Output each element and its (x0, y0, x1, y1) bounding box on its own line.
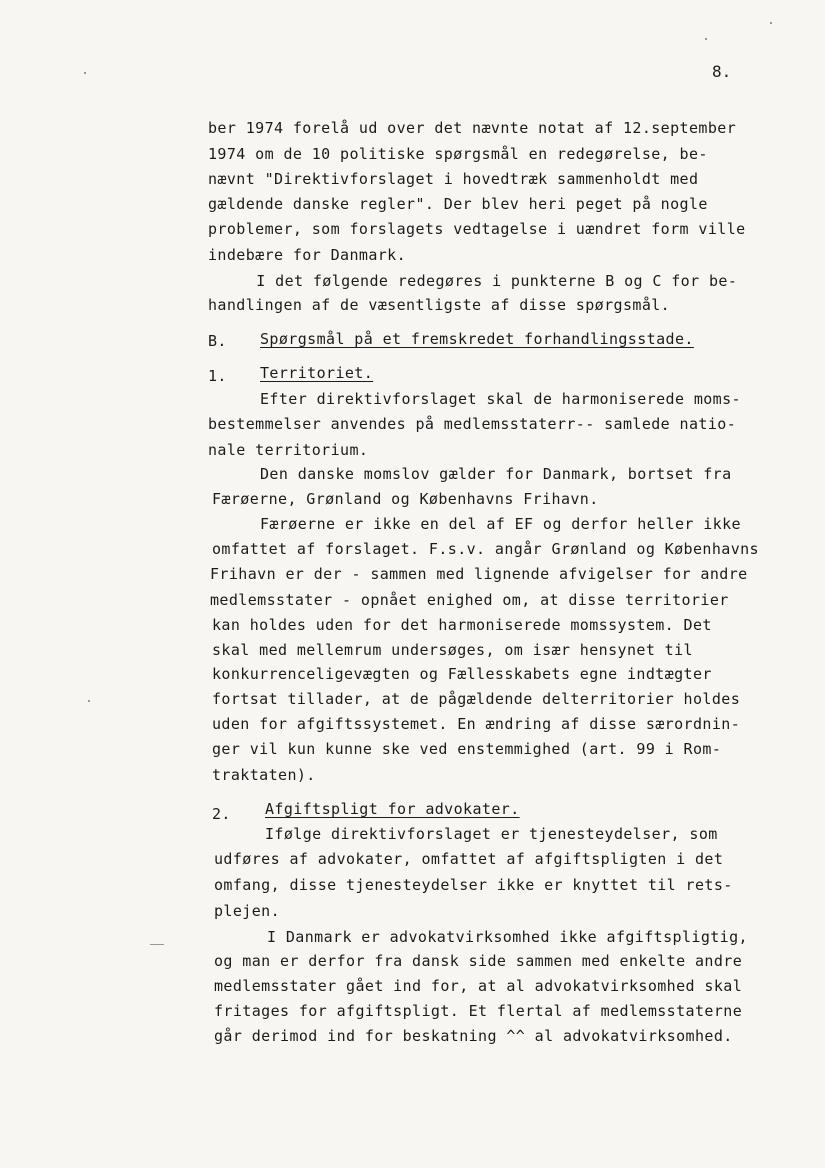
page-number: 8. (712, 62, 732, 81)
body-line: Ifølge direktivforslaget er tjenesteydelser, som (265, 825, 718, 843)
body-line: traktaten). (212, 766, 316, 784)
body-line: nævnt "Direktivforslaget i hovedtræk sammenholdt med (208, 170, 699, 188)
body-line: medlemsstater - opnået enighed om, at disse territorier (210, 591, 729, 609)
body-line: Frihavn er der - sammen med lignende afvigelser for andre (210, 565, 748, 583)
item-heading: Territoriet. (260, 364, 374, 382)
body-line: og man er derfor fra dansk side sammen med enkelte andre (214, 952, 743, 970)
body-line: Færøerne, Grønland og Københavns Frihavn. (212, 490, 599, 508)
item-heading: Afgiftspligt for advokater. (265, 800, 520, 818)
body-line: handlingen af de væsentligste af disse spørgsmål. (208, 296, 671, 314)
body-line: fritages for afgiftspligt. Et flertal af medlemsstaterne (214, 1002, 743, 1020)
body-line: omfattet af forslaget. F.s.v. angår Grønland og Københavns (212, 540, 759, 558)
body-line: udføres af advokater, omfattet af afgiftspligten i det (214, 850, 724, 868)
body-line: Færøerne er ikke en del af EF og derfor heller ikke (260, 515, 741, 533)
body-line: problemer, som forslagets vedtagelse i uændret form ville (208, 220, 746, 238)
body-line: Den danske momslov gælder for Danmark, bortset fra (260, 465, 732, 483)
item-label: 1. (208, 367, 227, 385)
body-line: ger vil kun kunne ske ved enstemmighed (art. 99 i Rom- (212, 740, 722, 758)
section-heading: Spørgsmål på et fremskredet forhandlingsstade. (260, 330, 694, 348)
body-line: konkurrenceligevægten og Fællesskabets egne indtægter (212, 665, 712, 683)
body-line: indebære for Danmark. (208, 246, 407, 264)
scan-mark (150, 944, 164, 945)
body-line: skal med mellemrum undersøges, om især hensynet til (212, 641, 693, 659)
scan-speck (770, 22, 772, 24)
body-line: omfang, disse tjenesteydelser ikke er knyttet til rets- (214, 876, 733, 894)
body-line: plejen. (214, 902, 281, 920)
body-line: bestemmelser anvendes på medlemsstaterr-- samlede natio- (208, 415, 737, 433)
scan-speck (88, 700, 90, 702)
body-line: går derimod ind for beskatning ^^ al advokatvirksomhed. (214, 1027, 733, 1045)
section-label: B. (208, 332, 227, 350)
body-line: medlemsstater gået ind for, at al advokatvirksomhed skal (214, 977, 743, 995)
body-line: kan holdes uden for det harmoniserede momssystem. Det (212, 616, 712, 634)
item-label: 2. (212, 805, 231, 823)
scan-speck (705, 38, 707, 40)
body-line: fortsat tillader, at de pågældende delterritorier holdes (212, 690, 741, 708)
body-line: Efter direktivforslaget skal de harmoniserede moms- (260, 390, 741, 408)
body-line: uden for afgiftssystemet. En ændring af disse særordnin- (212, 715, 741, 733)
body-line: I Danmark er advokatvirksomhed ikke afgiftspligtig, (267, 928, 748, 946)
body-line: ber 1974 forelå ud over det nævnte notat af 12.september (208, 119, 737, 137)
body-line: nale territorium. (208, 441, 369, 459)
body-line: I det følgende redegøres i punkterne B og C for be- (228, 272, 738, 290)
body-line: 1974 om de 10 politiske spørgsmål en redegørelse, be- (208, 145, 708, 163)
scan-speck (84, 72, 86, 74)
body-line: gældende danske regler". Der blev heri peget på nogle (208, 195, 708, 213)
